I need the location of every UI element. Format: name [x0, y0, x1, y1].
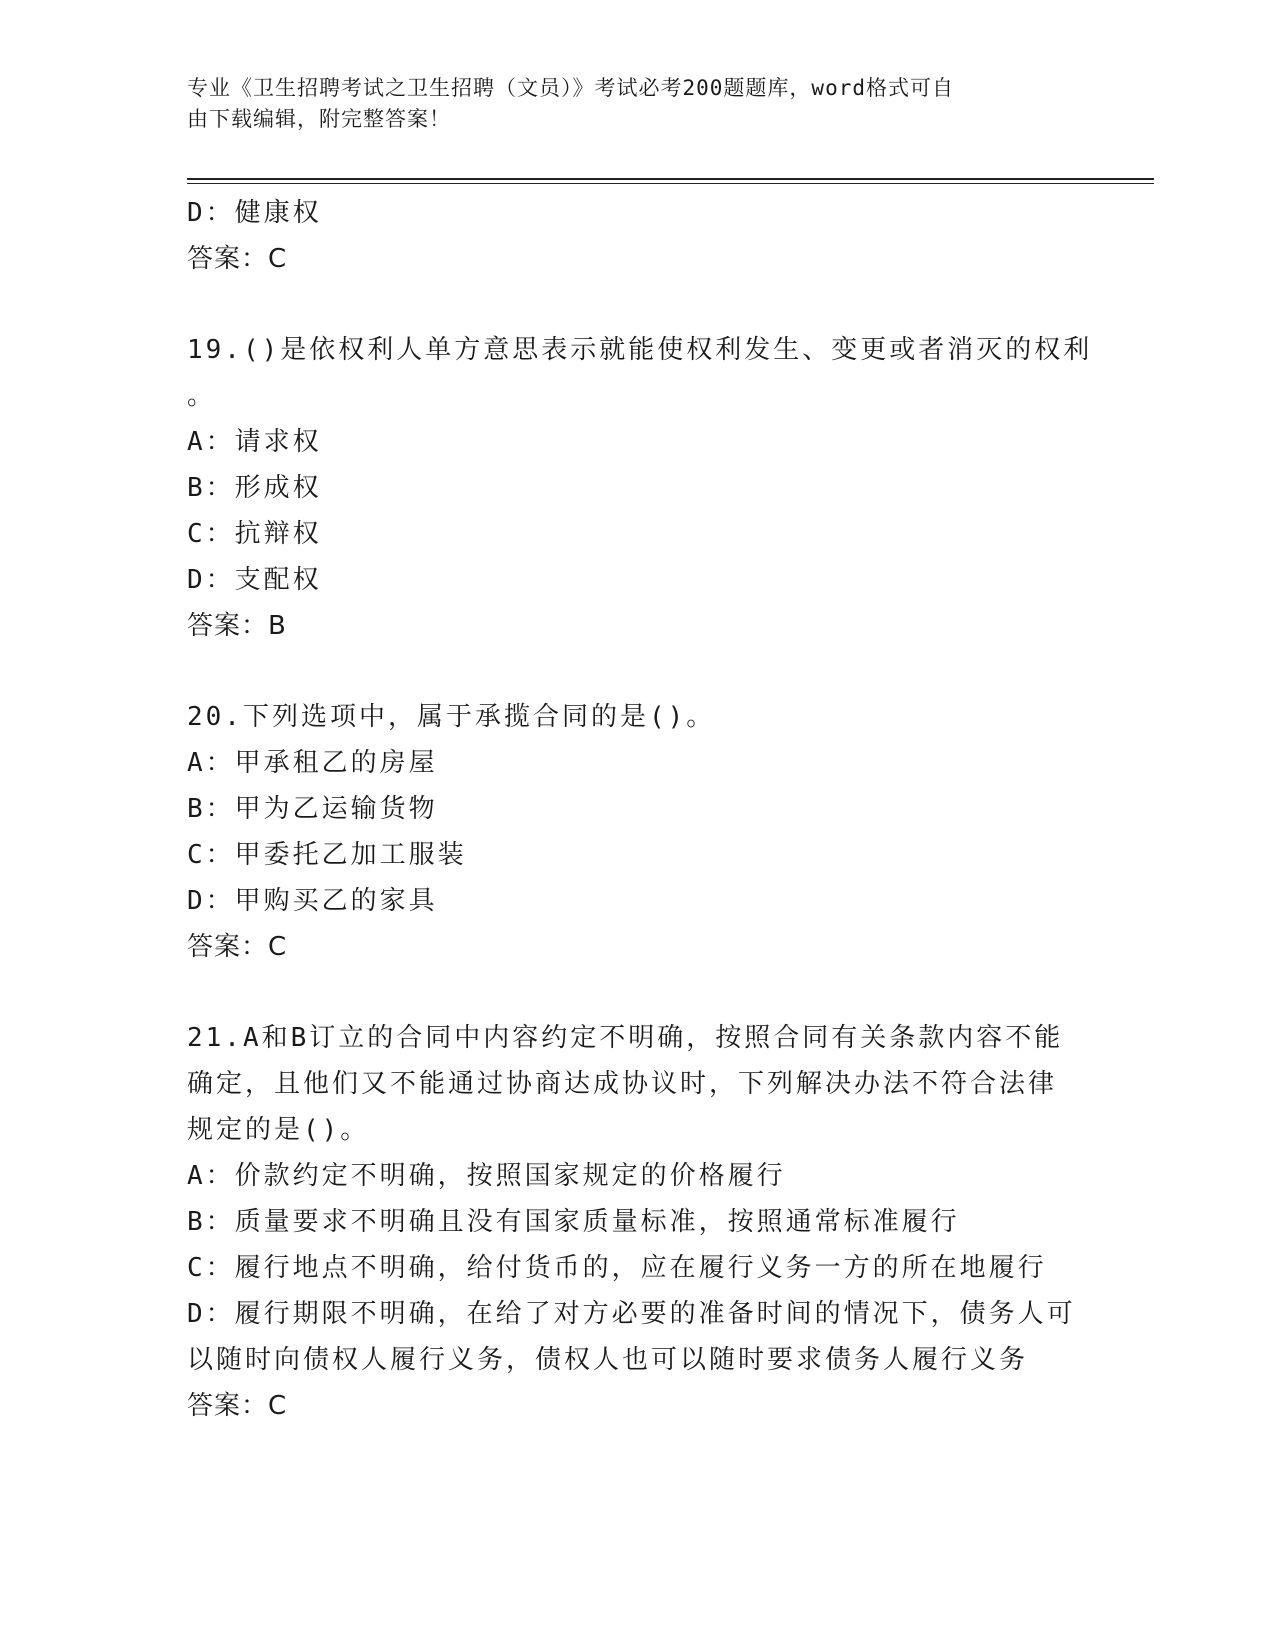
question-19-option-c: C：抗辩权 — [187, 519, 322, 549]
question-21-option-b: B：质量要求不明确且没有国家质量标准，按照通常标准履行 — [187, 1207, 960, 1237]
question-19-option-a: A：请求权 — [187, 427, 322, 457]
question-19 — [187, 327, 1093, 649]
question-19-option-d: D：支配权 — [187, 565, 322, 595]
question-21-text-line-2: 确定，且他们又不能通过协商达成协议时，下列解决办法不符合法律 — [187, 1069, 1058, 1099]
question-20-option-b: B：甲为乙运输货物 — [187, 794, 438, 824]
header-title-line-1: 专业《卫生招聘考试之卫生招聘（文员）》考试必考200题题库，word格式可自 — [187, 76, 954, 100]
question-20-option-c: C：甲委托乙加工服装 — [187, 840, 467, 870]
spacer — [187, 970, 1087, 1015]
question-21-answer: 答案：C — [187, 1391, 288, 1421]
question-21-option-d-line-1: D：履行期限不明确，在给了对方必要的准备时间的情况下，债务人可 — [187, 1299, 1076, 1329]
question-20-answer: 答案：C — [187, 932, 288, 962]
question-19-text-line-1: 19.()是依权利人单方意思表示就能使权利发生、变更或者消灭的权利 — [187, 335, 1093, 365]
question-21-option-a: A：价款约定不明确，按照国家规定的价格履行 — [187, 1161, 786, 1191]
spacer — [187, 282, 1087, 327]
question-19-text-line-2: 。 — [187, 381, 217, 411]
document-header — [187, 73, 1067, 135]
question-21-text-line-3: 规定的是()。 — [187, 1115, 370, 1145]
question-20-text-line-1: 20.下列选项中，属于承揽合同的是()。 — [187, 702, 716, 732]
header-divider-thin — [187, 183, 1154, 184]
prev-question-answer: 答案：C — [187, 244, 288, 274]
header-divider-thick — [187, 178, 1154, 180]
question-20 — [187, 694, 1087, 970]
spacer — [187, 649, 1087, 694]
question-19-answer: 答案：B — [187, 611, 287, 641]
question-21-option-d-line-2: 以随时向债权人履行义务，债权人也可以随时要求债务人履行义务 — [187, 1345, 1029, 1375]
question-21 — [187, 1015, 1087, 1429]
question-21-option-c: C：履行地点不明确，给付货币的，应在履行义务一方的所在地履行 — [187, 1253, 1047, 1283]
question-20-option-d: D：甲购买乙的家具 — [187, 886, 438, 916]
header-title-line-2: 由下载编辑，附完整答案！ — [187, 107, 451, 131]
prev-question-option-d: D：健康权 — [187, 198, 322, 228]
question-19-option-b: B：形成权 — [187, 473, 322, 503]
question-21-text-line-1: 21.A和B订立的合同中内容约定不明确，按照合同有关条款内容不能 — [187, 1023, 1064, 1053]
question-20-option-a: A：甲承租乙的房屋 — [187, 748, 438, 778]
question-content — [187, 190, 1093, 1429]
